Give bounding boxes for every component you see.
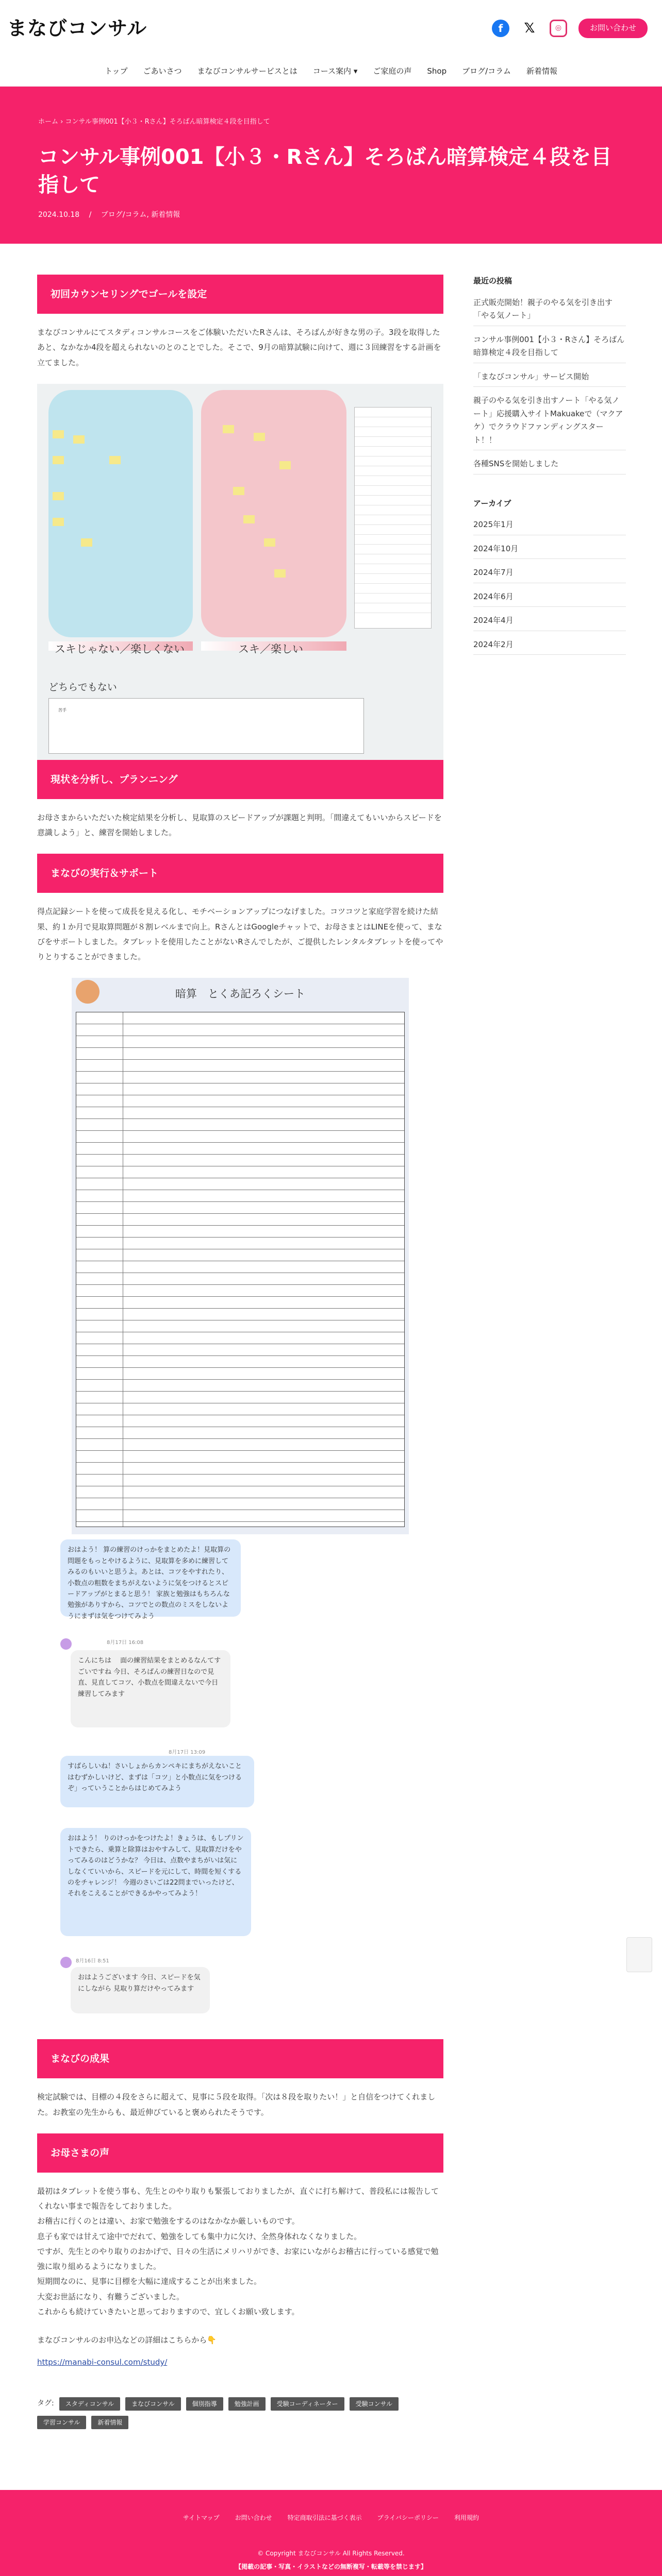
sticky-note	[109, 456, 121, 464]
heading-goal: 初回カウンセリングでゴールを設定	[37, 275, 443, 314]
footer-link-sitemap[interactable]: サイトマップ	[183, 2514, 220, 2522]
sticky-note	[264, 538, 275, 547]
sticky-note	[53, 518, 64, 526]
voice-line: 大変お世話になり、有難うございました。	[37, 2292, 185, 2301]
paragraph-result: 検定試験では、目標の４段をさらに超えて、見事に５段を取得。「次は８段を取りたい！」と自信をつけてくれました。お教室の先生からも、最近伸びていると褒められたそうです。	[37, 2092, 436, 2117]
page-title: コンサル事例001【小３・Rさん】そろばん暗算検定４段を目指して	[38, 145, 612, 197]
recaptcha-badge[interactable]	[626, 1937, 652, 1972]
heading-analysis: 現状を分析し、プランニング	[37, 760, 443, 799]
more-info-text: まなびコンサルのお申込などの詳細はこちらから👇	[37, 2335, 217, 2345]
tag-item[interactable]: 受験コーディネーター	[271, 2397, 344, 2411]
score-sheet-image	[72, 978, 409, 1534]
post-meta	[38, 209, 624, 222]
chat-message: すばらしいね！さいしょからカンペキにまちがえないことはむずかしいけど、まずは「コツ」と小数点に気をつけるぞ」っていうことからはじめてみよう	[60, 1756, 254, 1807]
sticky-note	[53, 456, 64, 464]
footer-link-terms[interactable]: 利用規約	[454, 2514, 479, 2522]
voice-line: お稽古に行くのとは違い、お家で勉強をするのはなかなか厳しいものです。	[37, 2216, 300, 2226]
site-header	[0, 0, 662, 57]
footer-link-commerce[interactable]: 特定商取引法に基づく表示	[287, 2514, 362, 2522]
dislike-area	[48, 390, 193, 637]
heading-support: まなびの実行＆サポート	[37, 854, 443, 893]
chat-message: おはよう！ りのけっかをつけたよ！きょうは、もしプリントできたら、乗算と除算はおやすみして、見取算だけをやってみるのはどうかな？ 今日は、点数やまちがいは気にしなくていいから、スピードを元にして、時間を短くするのをチャレンジ！ 今週のさいごは22問までいったけど、それをこえることができるかやってみよう！	[60, 1828, 251, 1936]
caption-like: スキ／楽しい	[238, 642, 303, 655]
avatar	[60, 1638, 72, 1650]
sticky-note	[223, 425, 234, 433]
archive-title: アーカイブ	[473, 498, 511, 508]
page-hero	[0, 87, 662, 244]
sticky-note	[73, 435, 85, 444]
recent-post-link[interactable]: 正式販売開始！親子のやる気を引き出す「やる気ノート」	[473, 297, 613, 320]
heading-result: まなびの成果	[37, 2039, 443, 2078]
tag-item[interactable]: 個別指導	[186, 2397, 223, 2411]
sticky-note	[254, 433, 265, 441]
voice-line: ですが、先生とのやり取りのおかげで、日々の生活にメリハリができ、お家にいながらお稽古に行っている感覚で勉強に取り組めるようになりました。	[37, 2246, 439, 2271]
site-logo[interactable]	[7, 12, 147, 45]
footer-nav	[0, 2513, 662, 2523]
sticky-note	[53, 492, 64, 500]
breadcrumb[interactable]: ホーム › コンサル事例001【小３・Rさん】そろばん暗算検定４段を目指して	[38, 118, 270, 126]
site-footer	[0, 2490, 662, 2576]
caption-dislike: スキじゃない／楽しくない	[55, 642, 185, 655]
recent-posts-title: 最近の投稿	[473, 276, 512, 285]
archive-link[interactable]: 2024年10月	[473, 544, 519, 553]
chat-screenshot	[40, 1539, 441, 2039]
tag-item[interactable]: 勉強計画	[228, 2397, 266, 2411]
caption-neutral: どちらでもない	[48, 681, 117, 693]
paragraph-analysis: お母さまからいただいた検定結果を分析し、見取算のスピードアップが課題と判明。「間違えてもいいからスピードを意識しよう」と、練習を開始しました。	[37, 812, 442, 837]
nav-top[interactable]: トップ	[104, 66, 128, 76]
voice-line: 最初はタブレットを使う事も、先生とのやり取りも緊張しておりましたが、直ぐに打ち解けて、普段私には報告してくれない事まで報告をしておりました。	[37, 2186, 439, 2211]
nav-voices[interactable]: ご家庭の声	[373, 66, 412, 76]
tag-item[interactable]: 学習コンサル	[37, 2416, 86, 2429]
sidebar	[473, 275, 626, 2429]
recent-post-link[interactable]: 各種SNSを開始しました	[473, 459, 559, 468]
copyright: © Copyright まなびコンサル All Rights Reserved.	[257, 2549, 405, 2557]
contact-button[interactable]: お問い合わせ	[578, 19, 648, 38]
nav-courses[interactable]: コース案内 ▾	[312, 66, 358, 76]
sticky-note	[53, 430, 64, 438]
recent-post-link[interactable]: 「まなびコンサル」サービス開始	[473, 371, 589, 381]
nav-blog[interactable]: ブログ/コラム	[462, 66, 511, 76]
nav-news[interactable]: 新着情報	[526, 66, 558, 76]
recent-post-link[interactable]: コンサル事例001【小３・Rさん】そろばん暗算検定４段を目指して	[473, 334, 625, 357]
global-nav	[0, 57, 662, 87]
sticky-note	[279, 461, 291, 469]
archive-link[interactable]: 2024年6月	[473, 591, 514, 601]
mini-table	[354, 407, 432, 629]
sticky-note	[243, 515, 255, 523]
instagram-icon[interactable]: ◎	[550, 20, 567, 37]
archive-link[interactable]: 2024年7月	[473, 568, 514, 577]
chat-message: おはよう！ 算の練習のけっかをまとめたよ！見取算の問題をもっとやけるように、見取算を多めに練習してみるのもいいと思うよ。あとは、コツをやすれたり、小数点の粗数をまちがえないように気をつけるとスピードアップがとまると思う！ 家族と勉強はもちろんな勉強がありすから、コツでとの数点のミスをしないようにまずは気をつけてみよう	[60, 1539, 241, 1617]
box-label: 苦手	[58, 707, 67, 713]
article	[37, 275, 443, 2429]
sheet-title: 暗算 とくあ記ろくシート	[175, 988, 305, 1001]
nav-service[interactable]: まなびコンサルサービスとは	[197, 66, 297, 76]
footer-link-contact[interactable]: お問い合わせ	[235, 2514, 272, 2522]
header-actions	[492, 19, 648, 38]
tag-item[interactable]: 新着情報	[91, 2416, 128, 2429]
chat-message: こんにちは 面の練習結果をまとめるなんてすごいですね 今日、そろばんの練習日なので見直、見直してコツ、小数点を間違えないで今日練習してみます	[71, 1650, 230, 1727]
tags-label: タグ:	[37, 2399, 54, 2408]
content-wrapper	[0, 244, 662, 2429]
nav-greeting[interactable]: ごあいさつ	[143, 66, 182, 76]
x-icon[interactable]: 𝕏	[524, 20, 535, 36]
recent-posts-list	[473, 296, 626, 474]
tag-list	[37, 2397, 443, 2430]
heading-mother-voice: お母さまの声	[37, 2133, 443, 2173]
chat-timestamp: 8月17日 13:09	[169, 1750, 206, 1756]
recent-post-link[interactable]: 親子のやる気を引き出すノート「やる気ノート」応援購入サイトMakuakeで（マクアケ）でクラウドファンディングスタート！！	[473, 396, 623, 445]
archive-link[interactable]: 2024年2月	[473, 639, 514, 649]
score-grid	[76, 1012, 405, 1527]
archive-link[interactable]: 2024年4月	[473, 616, 514, 625]
sticky-note	[81, 538, 92, 547]
paragraph-goal: まなびコンサルにてスタディコンサルコースをご体験いただいたRさんは、そろばんが好きな男の子。3段を取得したあと、なかなか4段を超えられないのとのことでした。そこで、9月の暗算試験に向けて、週に３回練習をする計画を立てました。	[37, 328, 441, 367]
tag-item[interactable]: スタディコンサル	[59, 2397, 120, 2411]
neutral-box	[48, 698, 364, 754]
post-date: 2024.10.18	[38, 211, 80, 219]
footer-link-privacy[interactable]: プライバシーポリシー	[377, 2514, 439, 2522]
archive-list	[473, 518, 626, 655]
archive-link[interactable]: 2025年1月	[473, 520, 514, 529]
nav-shop[interactable]: Shop	[427, 66, 447, 76]
avatar	[60, 1957, 72, 1968]
chat-message: おはようございます 今日、スピードを気にしながら 見取り算だけやってみます	[71, 1967, 210, 2013]
voice-line: これからも続けていきたいと思っておりますので、宜しくお願い致します。	[37, 2307, 300, 2316]
study-link[interactable]: https://manabi-consul.com/study/	[37, 2358, 168, 2367]
paragraph-support: 得点記録シートを使って成長を見える化し、モチベーションアップにつなげました。コツコツと家庭学習を続けた結果、約１か月で見取算問題が８割レベルまで向上。RさんとはGoogleチャットで、お母さまとはLINEを使って、まなびをサポートしました。タブレットを使用したことがないRさんでしたが、ご提供したレンタルタブレットを使ってやりとりすることができました。	[37, 907, 443, 961]
meta-separator: /	[81, 211, 99, 219]
chat-timestamp: 8月16日 8:51	[76, 1958, 109, 1964]
feelings-map-image	[37, 384, 443, 760]
sticky-note	[274, 569, 286, 578]
voice-line: 息子も家では甘えて途中でだれて、勉強をしても集中力に欠け、全然身体れなくなりました。	[37, 2231, 362, 2241]
mother-voice-text	[37, 2184, 443, 2370]
facebook-icon[interactable]: f	[492, 20, 509, 37]
post-categories[interactable]: ブログ/コラム, 新着情報	[101, 211, 180, 219]
tag-item[interactable]: 受験コンサル	[350, 2397, 399, 2411]
tag-item[interactable]: まなびコンサル	[125, 2397, 180, 2411]
chat-timestamp: 8月17日 16:08	[107, 1640, 144, 1646]
logo-text: まなびコンサル	[7, 16, 147, 40]
copy-notice: 【掲載の記事・写真・イラストなどの無断複写・転載等を禁じます】	[235, 2563, 427, 2571]
voice-line: 短期間なのに、見事に目標を大幅に達成することが出来ました。	[37, 2277, 262, 2286]
sticky-note	[233, 487, 244, 495]
